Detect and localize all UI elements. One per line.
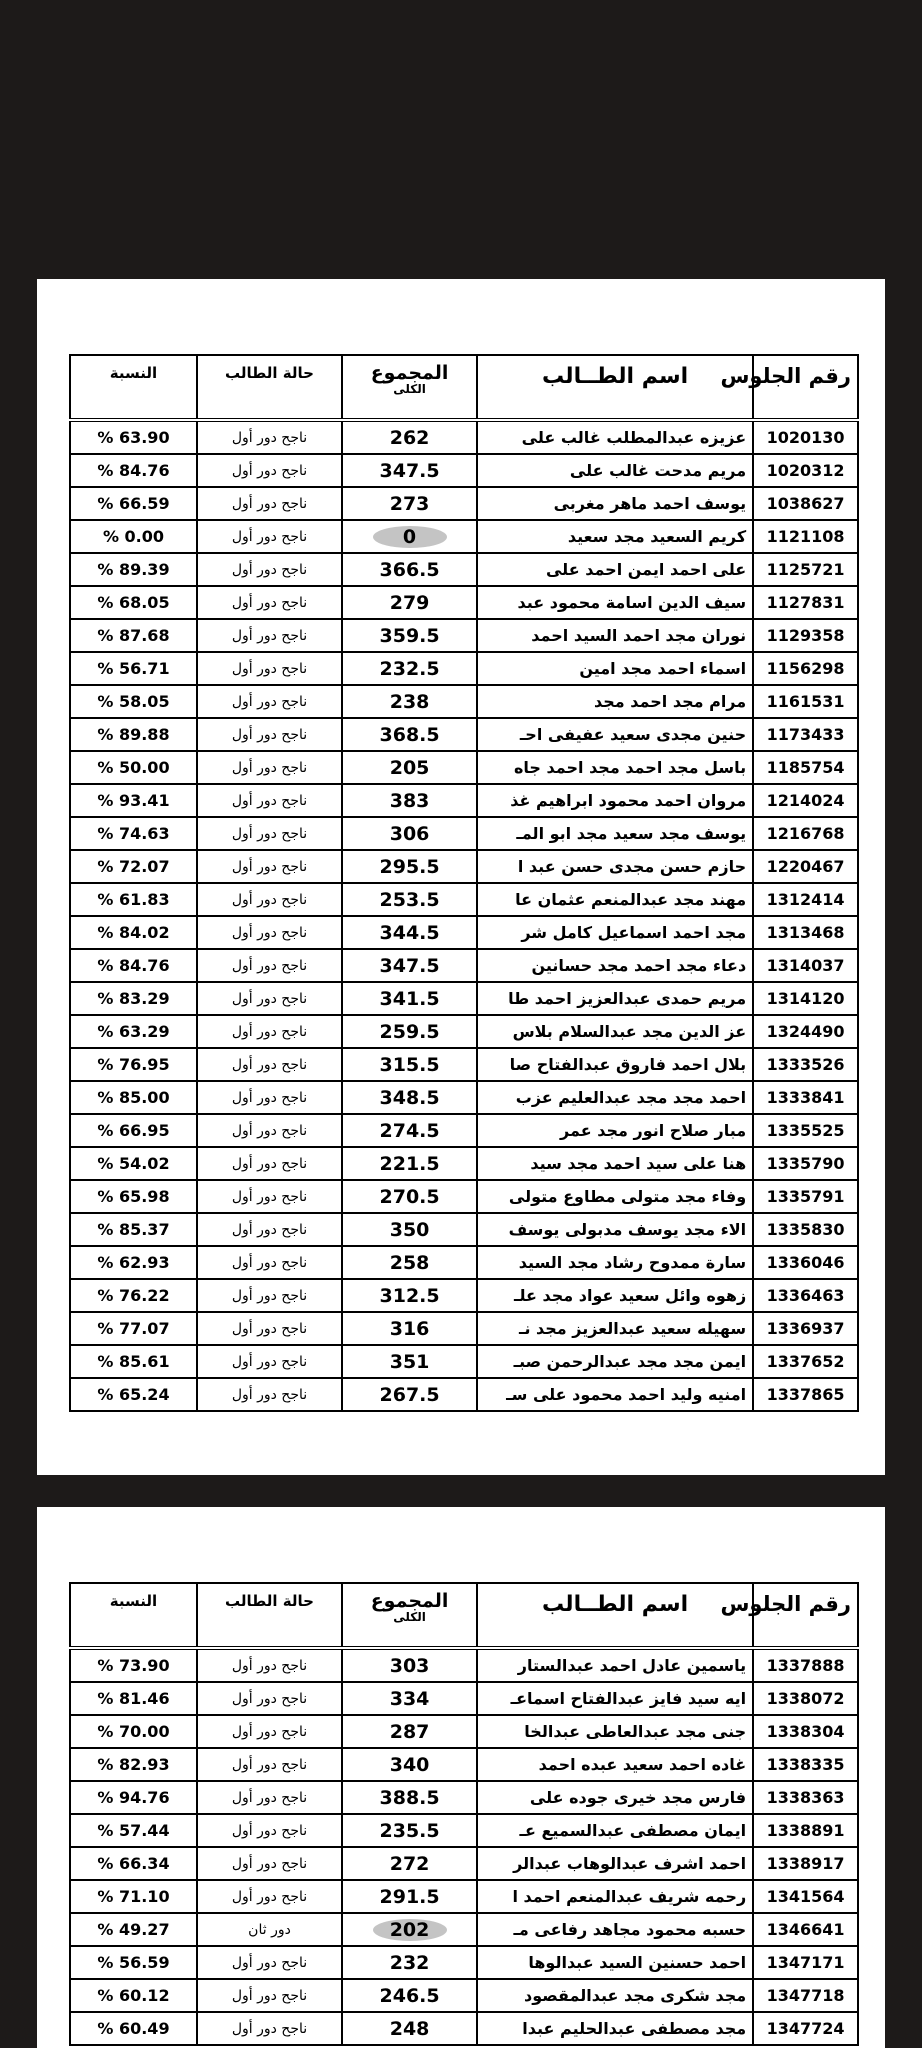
header-percentage: النسبة — [70, 355, 197, 420]
highlighted-total: 0 — [373, 526, 447, 548]
header-status: حالة الطالب — [197, 355, 342, 420]
status-cell: ناجح دور أول — [197, 1180, 342, 1213]
header-student-name: اسم الطــالب — [477, 1583, 753, 1648]
table-row — [70, 454, 858, 487]
header-total-label: المجموع — [370, 362, 449, 384]
table-row — [70, 1147, 858, 1180]
seat-number-cell: 1338363 — [753, 1781, 858, 1814]
seat-number-cell: 1161531 — [753, 685, 858, 718]
table-row — [70, 1081, 858, 1114]
seat-number-cell: 1335830 — [753, 1213, 858, 1246]
table-row — [70, 1979, 858, 2012]
seat-number-cell: 1347718 — [753, 1979, 858, 2012]
percentage-cell: % 83.29 — [70, 982, 197, 1015]
seat-number-cell: 1220467 — [753, 850, 858, 883]
status-cell: ناجح دور أول — [197, 1748, 342, 1781]
percentage-cell: % 71.10 — [70, 1880, 197, 1913]
seat-number-cell: 1341564 — [753, 1880, 858, 1913]
percentage-cell: % 63.90 — [70, 420, 197, 454]
table-row — [70, 1847, 858, 1880]
seat-number-cell: 1337652 — [753, 1345, 858, 1378]
student-name-cell: مريم حمدى عبدالعزيز احمد طا — [477, 982, 753, 1015]
status-cell: ناجح دور أول — [197, 1213, 342, 1246]
total-cell — [342, 1913, 477, 1946]
status-cell: ناجح دور أول — [197, 619, 342, 652]
header-total-label: المجموع — [370, 1590, 449, 1612]
percentage-cell: % 93.41 — [70, 784, 197, 817]
percentage-cell: % 73.90 — [70, 1648, 197, 1682]
total-cell: 344.5 — [342, 916, 477, 949]
status-cell: دور ثان — [197, 1913, 342, 1946]
total-cell: 366.5 — [342, 553, 477, 586]
percentage-cell: % 66.34 — [70, 1847, 197, 1880]
student-name-cell: عزيزه عبدالمطلب غالب على — [477, 420, 753, 454]
table-row — [70, 652, 858, 685]
table-header-row — [70, 355, 858, 420]
table-row — [70, 1648, 858, 1682]
status-cell: ناجح دور أول — [197, 1781, 342, 1814]
percentage-cell: % 89.39 — [70, 553, 197, 586]
results-sheet-2 — [37, 1507, 885, 2048]
total-cell: 246.5 — [342, 1979, 477, 2012]
total-cell: 341.5 — [342, 982, 477, 1015]
status-cell: ناجح دور أول — [197, 685, 342, 718]
status-cell: ناجح دور أول — [197, 652, 342, 685]
status-cell: ناجح دور أول — [197, 1246, 342, 1279]
total-cell: 312.5 — [342, 1279, 477, 1312]
total-cell: 221.5 — [342, 1147, 477, 1180]
total-cell: 267.5 — [342, 1378, 477, 1411]
table-row — [70, 586, 858, 619]
percentage-cell: % 61.83 — [70, 883, 197, 916]
header-total — [342, 355, 477, 420]
student-name-cell: اسماء احمد مجد امين — [477, 652, 753, 685]
seat-number-cell: 1335791 — [753, 1180, 858, 1213]
percentage-cell: % 85.61 — [70, 1345, 197, 1378]
percentage-cell: % 58.05 — [70, 685, 197, 718]
total-cell — [342, 520, 477, 553]
table-row — [70, 1345, 858, 1378]
header-status: حالة الطالب — [197, 1583, 342, 1648]
student-name-cell: مجد مصطفى عبدالحليم عبدا — [477, 2012, 753, 2045]
total-cell: 359.5 — [342, 619, 477, 652]
total-cell: 315.5 — [342, 1048, 477, 1081]
total-cell: 287 — [342, 1715, 477, 1748]
total-cell: 291.5 — [342, 1880, 477, 1913]
student-name-cell: كريم السعيد مجد سعيد — [477, 520, 753, 553]
status-cell: ناجح دور أول — [197, 1682, 342, 1715]
student-name-cell: يوسف مجد سعيد مجد ابو المـ — [477, 817, 753, 850]
seat-number-cell: 1336937 — [753, 1312, 858, 1345]
percentage-cell: % 65.24 — [70, 1378, 197, 1411]
seat-number-cell: 1121108 — [753, 520, 858, 553]
total-cell: 253.5 — [342, 883, 477, 916]
total-cell: 258 — [342, 1246, 477, 1279]
seat-number-cell: 1336463 — [753, 1279, 858, 1312]
table-row — [70, 1015, 858, 1048]
percentage-cell: % 57.44 — [70, 1814, 197, 1847]
seat-number-cell: 1338072 — [753, 1682, 858, 1715]
total-cell: 235.5 — [342, 1814, 477, 1847]
percentage-cell: % 56.71 — [70, 652, 197, 685]
seat-number-cell: 1347724 — [753, 2012, 858, 2045]
percentage-cell: % 70.00 — [70, 1715, 197, 1748]
status-cell: ناجح دور أول — [197, 883, 342, 916]
student-name-cell: مجد شكرى مجد عبدالمقصود — [477, 1979, 753, 2012]
seat-number-cell: 1338891 — [753, 1814, 858, 1847]
header-percentage: النسبة — [70, 1583, 197, 1648]
percentage-cell: % 72.07 — [70, 850, 197, 883]
student-name-cell: عز الدين مجد عبدالسلام بلاس — [477, 1015, 753, 1048]
total-cell: 303 — [342, 1648, 477, 1682]
total-cell: 270.5 — [342, 1180, 477, 1213]
status-cell: ناجح دور أول — [197, 1979, 342, 2012]
seat-number-cell: 1335790 — [753, 1147, 858, 1180]
table-row — [70, 420, 858, 454]
percentage-cell: % 94.76 — [70, 1781, 197, 1814]
results-sheet-1 — [37, 279, 885, 1475]
total-cell: 273 — [342, 487, 477, 520]
status-cell: ناجح دور أول — [197, 520, 342, 553]
status-cell: ناجح دور أول — [197, 916, 342, 949]
seat-number-cell: 1338304 — [753, 1715, 858, 1748]
table-row — [70, 1279, 858, 1312]
status-cell: ناجح دور أول — [197, 949, 342, 982]
seat-number-cell: 1338335 — [753, 1748, 858, 1781]
total-cell: 306 — [342, 817, 477, 850]
student-name-cell: مبار صلاح انور مجد عمر — [477, 1114, 753, 1147]
student-name-cell: غاده احمد سعيد عبده احمد — [477, 1748, 753, 1781]
total-cell: 351 — [342, 1345, 477, 1378]
seat-number-cell: 1338917 — [753, 1847, 858, 1880]
table-row — [70, 1880, 858, 1913]
seat-number-cell: 1129358 — [753, 619, 858, 652]
student-name-cell: وفاء مجد متولى مطاوع متولى — [477, 1180, 753, 1213]
percentage-cell: % 66.95 — [70, 1114, 197, 1147]
table-row — [70, 1114, 858, 1147]
table-header-row — [70, 1583, 858, 1648]
seat-number-cell: 1337888 — [753, 1648, 858, 1682]
student-name-cell: فارس مجد خيرى جوده على — [477, 1781, 753, 1814]
status-cell: ناجح دور أول — [197, 1312, 342, 1345]
student-name-cell: احمد مجد مجد عبدالعليم عزب — [477, 1081, 753, 1114]
table-row — [70, 1048, 858, 1081]
student-name-cell: حازم حسن مجدى حسن عبد ا — [477, 850, 753, 883]
total-cell: 205 — [342, 751, 477, 784]
student-name-cell: سيف الدين اسامة محمود عبد — [477, 586, 753, 619]
results-table-1 — [69, 354, 859, 1412]
student-name-cell: حسبه محمود مجاهد رفاعى مـ — [477, 1913, 753, 1946]
percentage-cell: % 62.93 — [70, 1246, 197, 1279]
status-cell: ناجح دور أول — [197, 1279, 342, 1312]
total-cell: 279 — [342, 586, 477, 619]
percentage-cell: % 76.95 — [70, 1048, 197, 1081]
status-cell: ناجح دور أول — [197, 1880, 342, 1913]
student-name-cell: ياسمين عادل احمد عبدالستار — [477, 1648, 753, 1682]
seat-number-cell: 1313468 — [753, 916, 858, 949]
seat-number-cell: 1347171 — [753, 1946, 858, 1979]
table-row — [70, 1180, 858, 1213]
table-row — [70, 1781, 858, 1814]
status-cell: ناجح دور أول — [197, 553, 342, 586]
table-row — [70, 1213, 858, 1246]
student-name-cell: مروان احمد محمود ابراهيم غذ — [477, 784, 753, 817]
percentage-cell: % 60.49 — [70, 2012, 197, 2045]
percentage-cell: % 0.00 — [70, 520, 197, 553]
seat-number-cell: 1156298 — [753, 652, 858, 685]
percentage-cell: % 82.93 — [70, 1748, 197, 1781]
student-name-cell: مهند مجد عبدالمنعم عثمان عا — [477, 883, 753, 916]
total-cell: 347.5 — [342, 949, 477, 982]
seat-number-cell: 1214024 — [753, 784, 858, 817]
student-name-cell: احمد حسنين السيد عبدالوها — [477, 1946, 753, 1979]
student-name-cell: بلال احمد فاروق عبدالفتاح صا — [477, 1048, 753, 1081]
status-cell: ناجح دور أول — [197, 751, 342, 784]
table-row — [70, 520, 858, 553]
table-row — [70, 1378, 858, 1411]
student-name-cell: جنى مجد عبدالعاطى عبدالخا — [477, 1715, 753, 1748]
status-cell: ناجح دور أول — [197, 2012, 342, 2045]
student-name-cell: مجد احمد اسماعيل كامل شر — [477, 916, 753, 949]
percentage-cell: % 77.07 — [70, 1312, 197, 1345]
seat-number-cell: 1020312 — [753, 454, 858, 487]
table-row — [70, 1946, 858, 1979]
total-cell: 272 — [342, 1847, 477, 1880]
seat-number-cell: 1314120 — [753, 982, 858, 1015]
status-cell: ناجح دور أول — [197, 1147, 342, 1180]
student-name-cell: ايمن مجد مجد عبدالرحمن صبـ — [477, 1345, 753, 1378]
table-row — [70, 1312, 858, 1345]
table-row — [70, 619, 858, 652]
header-total-sub: الكلى — [393, 1610, 426, 1624]
student-name-cell: رحمه شريف عبدالمنعم احمد ا — [477, 1880, 753, 1913]
seat-number-cell: 1312414 — [753, 883, 858, 916]
total-cell: 388.5 — [342, 1781, 477, 1814]
status-cell: ناجح دور أول — [197, 1345, 342, 1378]
total-cell: 259.5 — [342, 1015, 477, 1048]
seat-number-cell: 1333526 — [753, 1048, 858, 1081]
percentage-cell: % 68.05 — [70, 586, 197, 619]
status-cell: ناجح دور أول — [197, 454, 342, 487]
results-body-2 — [70, 1648, 858, 2045]
percentage-cell: % 85.37 — [70, 1213, 197, 1246]
percentage-cell: % 54.02 — [70, 1147, 197, 1180]
header-seat-number: رقم الجلوس — [753, 1583, 858, 1648]
seat-number-cell: 1127831 — [753, 586, 858, 619]
student-name-cell: حنين مجدى سعيد عفيفى احـ — [477, 718, 753, 751]
percentage-cell: % 87.68 — [70, 619, 197, 652]
results-body-1 — [70, 420, 858, 1411]
student-name-cell: مريم مدحت غالب على — [477, 454, 753, 487]
student-name-cell: على احمد ايمن احمد على — [477, 553, 753, 586]
percentage-cell: % 89.88 — [70, 718, 197, 751]
status-cell: ناجح دور أول — [197, 1847, 342, 1880]
status-cell: ناجح دور أول — [197, 1114, 342, 1147]
status-cell: ناجح دور أول — [197, 420, 342, 454]
header-seat-number: رقم الجلوس — [753, 355, 858, 420]
percentage-cell: % 84.76 — [70, 454, 197, 487]
total-cell: 340 — [342, 1748, 477, 1781]
seat-number-cell: 1346641 — [753, 1913, 858, 1946]
student-name-cell: مرام مجد احمد مجد — [477, 685, 753, 718]
student-name-cell: امنيه وليد احمد محمود على سـ — [477, 1378, 753, 1411]
status-cell: ناجح دور أول — [197, 586, 342, 619]
total-cell: 238 — [342, 685, 477, 718]
table-row — [70, 1913, 858, 1946]
status-cell: ناجح دور أول — [197, 1648, 342, 1682]
results-table-2 — [69, 1582, 859, 2046]
header-total-sub: الكلى — [393, 382, 426, 396]
percentage-cell: % 74.63 — [70, 817, 197, 850]
percentage-cell: % 56.59 — [70, 1946, 197, 1979]
percentage-cell: % 65.98 — [70, 1180, 197, 1213]
seat-number-cell: 1173433 — [753, 718, 858, 751]
table-row — [70, 1748, 858, 1781]
header-student-name: اسم الطــالب — [477, 355, 753, 420]
student-name-cell: يوسف احمد ماهر مغربى — [477, 487, 753, 520]
percentage-cell: % 50.00 — [70, 751, 197, 784]
student-name-cell: الاء مجد يوسف مدبولى يوسف — [477, 1213, 753, 1246]
percentage-cell: % 85.00 — [70, 1081, 197, 1114]
table-row — [70, 850, 858, 883]
seat-number-cell: 1216768 — [753, 817, 858, 850]
percentage-cell: % 84.76 — [70, 949, 197, 982]
student-name-cell: ايمان مصطفى عبدالسميع عـ — [477, 1814, 753, 1847]
seat-number-cell: 1335525 — [753, 1114, 858, 1147]
percentage-cell: % 84.02 — [70, 916, 197, 949]
status-cell: ناجح دور أول — [197, 1814, 342, 1847]
percentage-cell: % 63.29 — [70, 1015, 197, 1048]
status-cell: ناجح دور أول — [197, 817, 342, 850]
table-row — [70, 553, 858, 586]
seat-number-cell: 1185754 — [753, 751, 858, 784]
table-row — [70, 718, 858, 751]
table-row — [70, 487, 858, 520]
table-row — [70, 817, 858, 850]
status-cell: ناجح دور أول — [197, 982, 342, 1015]
percentage-cell: % 60.12 — [70, 1979, 197, 2012]
seat-number-cell: 1337865 — [753, 1378, 858, 1411]
table-row — [70, 1814, 858, 1847]
total-cell: 316 — [342, 1312, 477, 1345]
total-cell: 368.5 — [342, 718, 477, 751]
seat-number-cell: 1333841 — [753, 1081, 858, 1114]
seat-number-cell: 1314037 — [753, 949, 858, 982]
total-cell: 350 — [342, 1213, 477, 1246]
student-name-cell: هنا على سيد احمد مجد سيد — [477, 1147, 753, 1180]
total-cell: 232.5 — [342, 652, 477, 685]
table-row — [70, 784, 858, 817]
total-cell: 383 — [342, 784, 477, 817]
table-row — [70, 982, 858, 1015]
total-cell: 348.5 — [342, 1081, 477, 1114]
total-cell: 347.5 — [342, 454, 477, 487]
table-row — [70, 949, 858, 982]
header-total — [342, 1583, 477, 1648]
status-cell: ناجح دور أول — [197, 1715, 342, 1748]
status-cell: ناجح دور أول — [197, 1081, 342, 1114]
status-cell: ناجح دور أول — [197, 487, 342, 520]
status-cell: ناجح دور أول — [197, 1946, 342, 1979]
table-row — [70, 2012, 858, 2045]
percentage-cell: % 81.46 — [70, 1682, 197, 1715]
student-name-cell: احمد اشرف عبدالوهاب عبدالر — [477, 1847, 753, 1880]
student-name-cell: زهوه وائل سعيد عواد مجد علـ — [477, 1279, 753, 1312]
total-cell: 295.5 — [342, 850, 477, 883]
status-cell: ناجح دور أول — [197, 850, 342, 883]
table-row — [70, 1682, 858, 1715]
table-row — [70, 751, 858, 784]
student-name-cell: ايه سيد فايز عبدالفتاح اسماعـ — [477, 1682, 753, 1715]
table-row — [70, 883, 858, 916]
table-row — [70, 685, 858, 718]
percentage-cell: % 76.22 — [70, 1279, 197, 1312]
status-cell: ناجح دور أول — [197, 718, 342, 751]
seat-number-cell: 1125721 — [753, 553, 858, 586]
seat-number-cell: 1038627 — [753, 487, 858, 520]
total-cell: 232 — [342, 1946, 477, 1979]
student-name-cell: سهيله سعيد عبدالعزيز مجد نـ — [477, 1312, 753, 1345]
student-name-cell: باسل مجد احمد مجد احمد جاه — [477, 751, 753, 784]
status-cell: ناجح دور أول — [197, 784, 342, 817]
student-name-cell: سارة ممدوح رشاد مجد السيد — [477, 1246, 753, 1279]
total-cell: 274.5 — [342, 1114, 477, 1147]
table-row — [70, 1246, 858, 1279]
percentage-cell: % 49.27 — [70, 1913, 197, 1946]
status-cell: ناجح دور أول — [197, 1048, 342, 1081]
status-cell: ناجح دور أول — [197, 1015, 342, 1048]
highlighted-total: 202 — [373, 1919, 447, 1941]
table-row — [70, 916, 858, 949]
percentage-cell: % 66.59 — [70, 487, 197, 520]
seat-number-cell: 1020130 — [753, 420, 858, 454]
seat-number-cell: 1336046 — [753, 1246, 858, 1279]
total-cell: 334 — [342, 1682, 477, 1715]
total-cell: 262 — [342, 420, 477, 454]
total-cell: 248 — [342, 2012, 477, 2045]
student-name-cell: دعاء مجد احمد مجد حسانين — [477, 949, 753, 982]
seat-number-cell: 1324490 — [753, 1015, 858, 1048]
student-name-cell: نوران مجد احمد السيد احمد — [477, 619, 753, 652]
status-cell: ناجح دور أول — [197, 1378, 342, 1411]
table-row — [70, 1715, 858, 1748]
